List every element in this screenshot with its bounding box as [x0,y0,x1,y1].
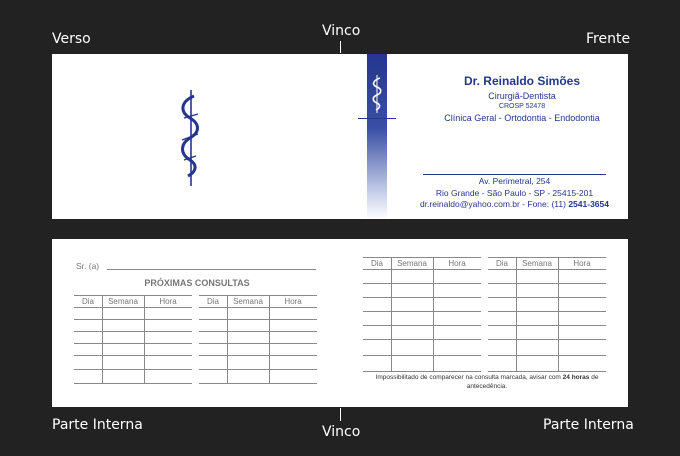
col-hora: Hora [284,297,302,306]
contact-line [412,199,617,209]
col-semana: Semana [233,297,263,306]
divider [423,174,606,175]
col-dia: Dia [370,259,383,268]
label-verso: Verso [52,31,91,47]
dental-caduceus-icon [178,88,202,188]
card-outer [52,54,628,219]
appointment-table [199,295,317,384]
label-vinco-top: Vinco [322,23,361,39]
card-inner [52,239,628,407]
col-semana: Semana [522,259,552,268]
col-dia: Dia [81,297,94,306]
fold-mark-top [340,41,341,53]
label-vinco-bottom: Vinco [322,424,361,440]
stripe-tick [358,118,396,119]
col-hora: Hora [573,259,591,268]
address-line: Av. Perimetral, 254 [478,176,551,186]
city-line: Rio Grande - São Paulo - SP - 25415-201 [435,188,594,198]
appointment-table [74,295,192,384]
fold-mark-bottom [340,408,341,421]
doctor-role: Cirurgiã-Dentista [488,91,556,101]
label-frente: Frente [586,31,631,47]
patient-name-line [107,269,316,270]
note-text: Impossibilitado de comparecer na consulta marcada, avisar com [375,374,563,381]
col-dia: Dia [206,297,219,306]
appointments-title: PRÓXIMAS CONSULTAS [144,278,250,288]
label-parte-interna-left: Parte Interna [52,417,143,433]
label-parte-interna-right: Parte Interna [543,417,634,433]
phone-number: 2541-3654 [568,199,609,209]
doctor-specialties: Clínica Geral - Ortodontia - Endodontia [444,113,600,123]
doctor-cro: CROSP 52478 [498,103,546,110]
patient-label: Sr. (a) [76,261,100,271]
col-dia: Dia [495,259,508,268]
doctor-name: Dr. Reinaldo Simões [463,74,581,88]
appointment-table [488,257,606,372]
note-bold: 24 horas [562,374,590,381]
email-text: dr.reinaldo@yahoo.com.br - Fone: (11) [420,199,569,209]
col-hora: Hora [448,259,466,268]
cancellation-note [357,373,617,391]
col-hora: Hora [159,297,177,306]
col-semana: Semana [108,297,138,306]
col-semana: Semana [397,259,427,268]
dental-caduceus-icon [371,74,383,114]
appointment-table [363,257,481,372]
note-text-end: de antecedência. [466,374,599,390]
